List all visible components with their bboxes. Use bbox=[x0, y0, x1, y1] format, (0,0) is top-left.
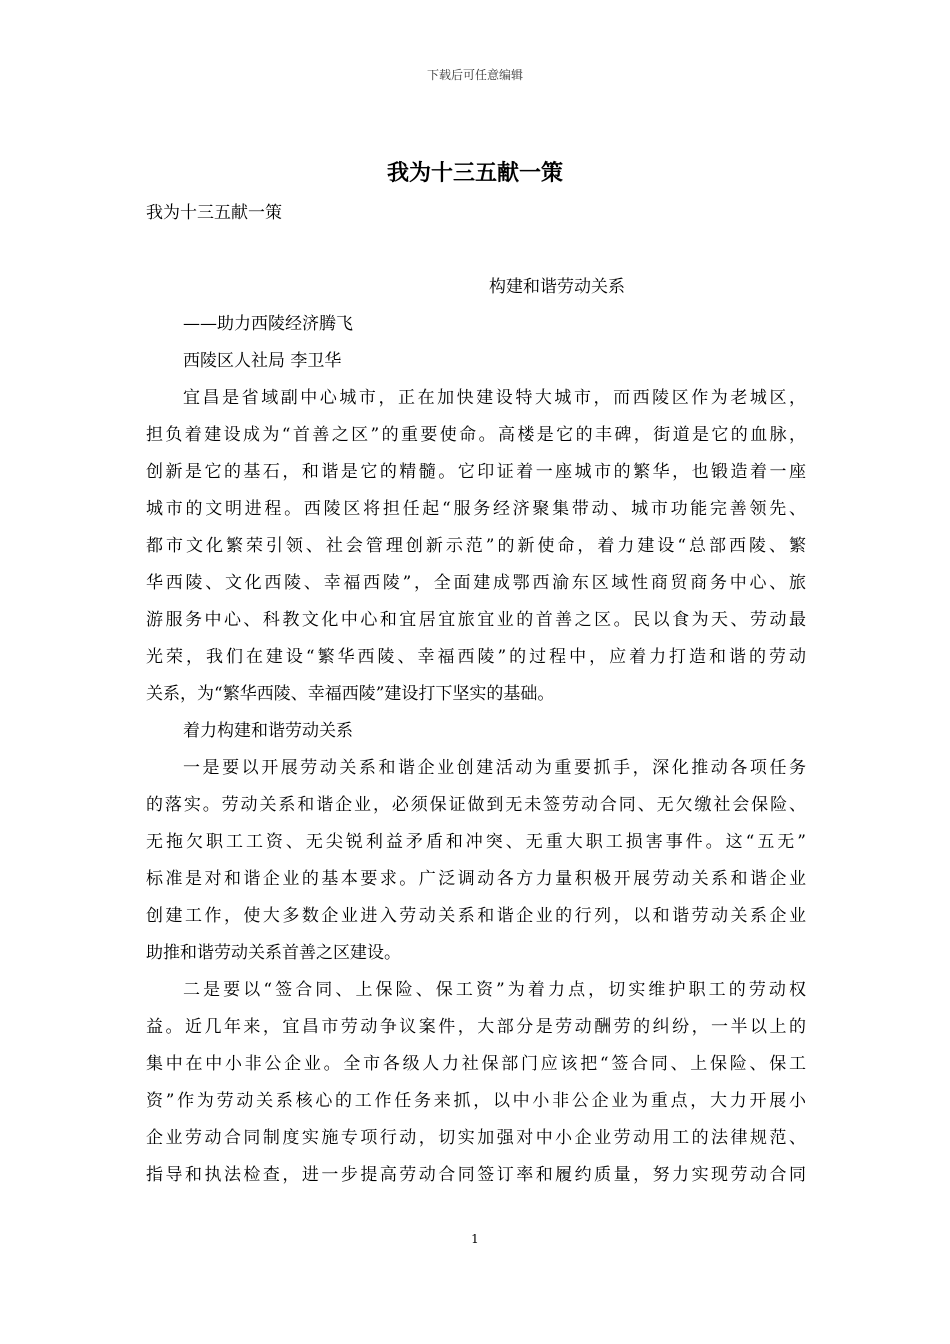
sub-title: 构建和谐劳动关系 bbox=[489, 277, 625, 297]
paragraph-line: 资”作为劳动关系核心的工作任务来抓，以中小非公企业为重点，大力开展小 bbox=[146, 1091, 806, 1111]
paragraph-line: 都市文化繁荣引领、社会管理创新示范”的新使命，着力建设“总部西陵、繁 bbox=[146, 536, 806, 556]
author-line: 西陵区人社局 李卫华 bbox=[183, 351, 342, 371]
paragraph-line: 助推和谐劳动关系首善之区建设。 bbox=[146, 943, 401, 963]
page-number: 1 bbox=[471, 1232, 479, 1246]
document-body bbox=[146, 195, 806, 1194]
paragraph-line: 担负着建设成为“首善之区”的重要使命。高楼是它的丰碑，街道是它的血脉， bbox=[146, 425, 806, 445]
paragraph-line: 创新是它的基石，和谐是它的精髓。它印证着一座城市的繁华，也锻造着一座 bbox=[146, 462, 806, 482]
paragraph-line: 城市的文明进程。西陵区将担任起“服务经济聚集带动、城市功能完善领先、 bbox=[146, 499, 806, 519]
paragraph-line: 关系，为“繁华西陵、幸福西陵”建设打下坚实的基础。 bbox=[146, 684, 555, 704]
paragraph-1 bbox=[146, 380, 806, 713]
paragraph-line: 一是要以开展劳动关系和谐企业创建活动为重要抓手，深化推动各项任务 bbox=[183, 758, 806, 778]
paragraph-line: 指导和执法检查，进一步提高劳动合同签订率和履约质量，努力实现劳动合同 bbox=[146, 1165, 806, 1185]
paragraph-line: 游服务中心、科教文化中心和宜居宜旅宜业的首善之区。民以食为天、劳动最 bbox=[146, 610, 806, 630]
paragraph-line: 无拖欠职工工资、无尖锐利益矛盾和冲突、无重大职工损害事件。这“五无” bbox=[146, 832, 806, 852]
paragraph-2 bbox=[146, 750, 806, 972]
paragraph-line: 的落实。劳动关系和谐企业，必须保证做到无未签劳动合同、无欠缴社会保险、 bbox=[146, 795, 806, 815]
repeat-title: 我为十三五献一策 bbox=[146, 203, 282, 223]
paragraph-line: 二是要以“签合同、上保险、保工资”为着力点，切实维护职工的劳动权 bbox=[183, 980, 806, 1000]
paragraph-line: 集中在中小非公企业。全市各级人力社保部门应该把“签合同、上保险、保工 bbox=[146, 1054, 806, 1074]
paragraph-3 bbox=[146, 972, 806, 1194]
dash-subtitle: ——助力西陵经济腾飞 bbox=[183, 314, 353, 334]
paragraph-line: 标准是对和谐企业的基本要求。广泛调动各方力量积极开展劳动关系和谐企业 bbox=[146, 869, 806, 889]
section-heading: 着力构建和谐劳动关系 bbox=[183, 721, 353, 741]
paragraph-line: 益。近几年来，宜昌市劳动争议案件，大部分是劳动酬劳的纠纷，一半以上的 bbox=[146, 1017, 806, 1037]
page-header: 下载后可任意编辑 bbox=[426, 68, 523, 82]
paragraph-line: 光荣，我们在建设“繁华西陵、幸福西陵”的过程中，应着力打造和谐的劳动 bbox=[146, 647, 806, 667]
paragraph-line: 华西陵、文化西陵、幸福西陵”，全面建成鄂西渝东区域性商贸商务中心、旅 bbox=[146, 573, 806, 593]
paragraph-line: 创建工作，使大多数企业进入劳动关系和谐企业的行列，以和谐劳动关系企业 bbox=[146, 906, 806, 926]
document-title: 我为十三五献一策 bbox=[386, 160, 563, 186]
paragraph-line: 企业劳动合同制度实施专项行动，切实加强对中小企业劳动用工的法律规范、 bbox=[146, 1128, 806, 1148]
paragraph-line: 宜昌是省域副中心城市，正在加快建设特大城市，而西陵区作为老城区， bbox=[183, 388, 806, 408]
